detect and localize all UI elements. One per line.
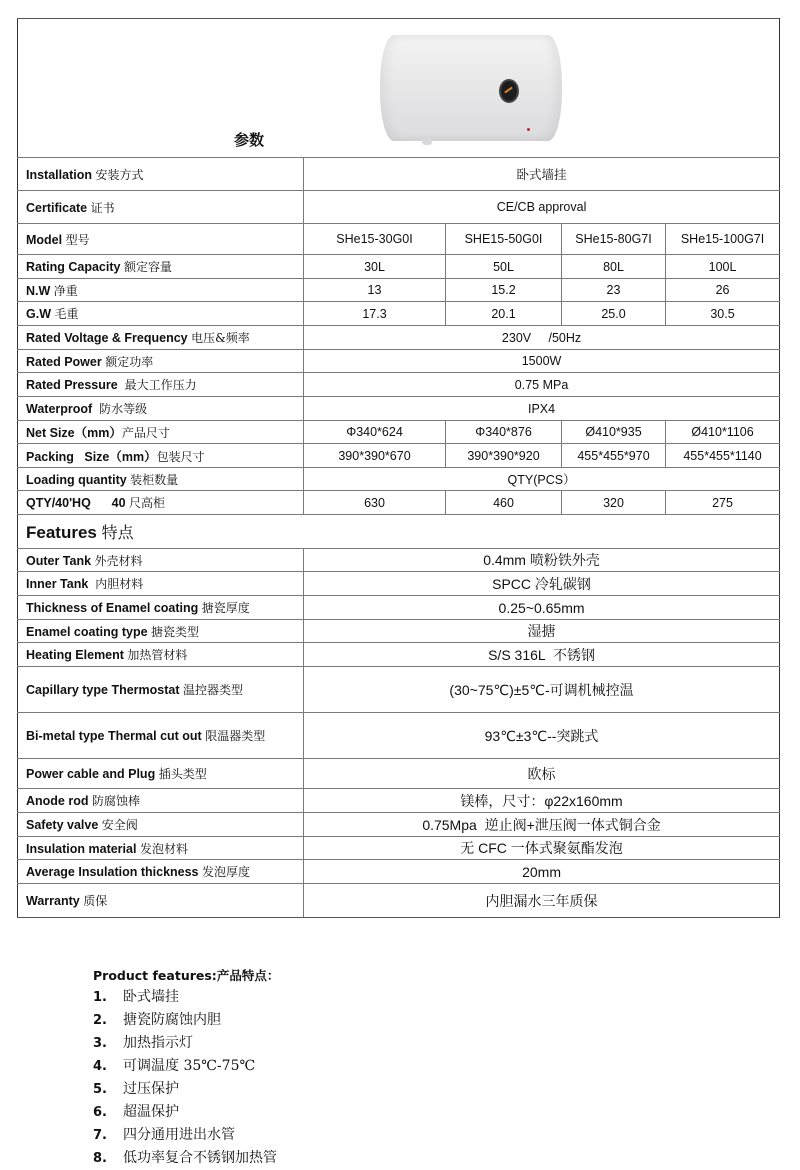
spec-cell: 455*455*970 [562,444,666,468]
heading-en: Product features: [93,968,217,983]
label-zh: 电压&频率 [191,331,250,345]
label-zh: 插头类型 [158,767,207,781]
feature-row-inner-tank [18,572,780,596]
water-heater-image [380,35,562,145]
feature-label [18,643,304,667]
label-en: Rated Pressure [26,378,122,392]
spec-label [18,191,304,224]
spec-label [18,397,304,421]
label-zh: 净重 [53,283,78,298]
label-en: Insulation material [26,841,137,856]
feature-row-power-cable [18,759,780,789]
feature-value: (30~75℃)±5℃-可调机械控温 [304,667,780,713]
spec-label [18,279,304,302]
spec-row-pressure [18,373,780,397]
list-item [93,1078,279,1101]
label-zh: 限温器类型 [205,729,266,743]
spec-cell: 17.3 [304,302,446,326]
product-features-list [93,966,279,1170]
label-zh: 温控器类型 [183,683,244,697]
label-en: Anode rod [26,794,89,808]
label-en: Packing Size（mm） [26,449,157,464]
feature-label [18,789,304,813]
label-en: Capillary type Thermostat [26,683,180,697]
spec-row-capacity [18,255,780,279]
spec-row-waterproof [18,397,780,421]
spec-cell: 23 [562,279,666,302]
feature-row-heating-element [18,643,780,667]
item-text: 卧式墙挂 [123,989,179,1005]
spec-cell: 15.2 [446,279,562,302]
features-heading [18,515,780,549]
spec-row-model [18,224,780,255]
spec-cell: 460 [446,491,562,515]
spec-sheet [17,18,779,918]
feature-row-thermal-cutout [18,713,780,759]
spec-row-certificate [18,191,780,224]
feature-value: 无 CFC 一体式聚氨酯发泡 [304,837,780,860]
label-zh: 内胆材料 [95,577,144,591]
spec-row-loading-quantity [18,468,780,491]
feature-label [18,713,304,759]
label-zh: 安全阀 [101,818,138,832]
heading-zh: 产品特点： [216,968,280,983]
label-en: Warranty [26,894,80,908]
label-zh: 额定功率 [105,354,154,369]
label-zh: 外壳材料 [94,553,143,568]
feature-value: 0.25~0.65mm [304,596,780,620]
thermostat-dial-icon [499,79,519,103]
spec-label [18,350,304,373]
feature-label [18,837,304,860]
spec-label [18,373,304,397]
label-en: Loading quantity [26,472,127,487]
label-en: Rated Voltage & Frequency [26,331,188,345]
label-en: Net Size（mm） [26,426,122,440]
feature-row-thermostat [18,667,780,713]
label-zh: 发泡材料 [139,841,188,856]
feature-row-enamel-type [18,620,780,643]
feature-label [18,813,304,837]
feature-value: 镁棒，尺寸：φ22x160mm [304,789,780,813]
spec-value: CE/CB approval [304,191,780,224]
label-zh: 产品尺寸 [121,426,170,440]
feature-row-insulation-thickness [18,860,780,884]
item-text: 四分通用进出水管 [123,1127,235,1143]
model-cell: SHe15-100G7I [666,224,780,255]
spec-cell: 20.1 [446,302,562,326]
spec-value: 0.75 MPa [304,373,780,397]
feature-label [18,759,304,789]
label-en: Installation [26,167,92,182]
spec-label [18,491,304,515]
page-title: 参数 [234,131,265,149]
label-zh: 装柜数量 [130,472,179,487]
spec-cell: 30.5 [666,302,780,326]
spec-row-power [18,350,780,373]
list-item [93,1009,279,1032]
spec-cell: 455*455*1140 [666,444,780,468]
feature-value: 20mm [304,860,780,884]
label-zh: 包装尺寸 [156,449,205,464]
spec-row-voltage [18,326,780,350]
list-item [93,1101,279,1124]
spec-label [18,158,304,191]
features-title-en: Features [26,523,97,542]
spec-row-qty-40hq [18,491,780,515]
label-zh: 型号 [65,232,90,247]
label-en: Heating Element [26,648,124,662]
label-en: Waterproof [26,402,96,416]
features-title-row [18,515,780,549]
label-en: Outer Tank [26,553,92,568]
spec-cell: 30L [304,255,446,279]
label-zh: 发泡厚度 [202,865,251,879]
feature-label [18,549,304,572]
item-number: 2. [93,1013,107,1028]
spec-cell: 26 [666,279,780,302]
label-en: Inner Tank [26,577,92,591]
feature-value: 0.75Mpa 逆止阀+泄压阀一体式铜合金 [304,813,780,837]
spec-cell: 390*390*670 [304,444,446,468]
model-cell: SHe15-30G0I [304,224,446,255]
spec-cell: 630 [304,491,446,515]
spec-cell: 80L [562,255,666,279]
spec-value: 1500W [304,350,780,373]
label-en: Certificate [26,200,88,215]
list-item [93,986,279,1009]
spec-row-gross-weight [18,302,780,326]
feature-value: 内胆漏水三年质保 [304,884,780,918]
spec-label [18,302,304,326]
features-title-zh: 特点 [101,523,134,542]
item-number: 6. [93,1105,107,1120]
item-number: 1. [93,990,107,1005]
label-zh: 证书 [90,200,115,215]
spec-value: 卧式墙挂 [304,158,780,191]
item-number: 8. [93,1151,107,1166]
item-number: 7. [93,1128,107,1143]
label-en: Average Insulation thickness [26,865,199,879]
item-text: 低功率复合不锈钢加热管 [123,1150,277,1166]
spec-table [17,18,780,918]
label-en: Bi-metal type Thermal cut out [26,729,202,743]
label-zh: 质保 [83,894,108,908]
product-features-heading [93,966,279,984]
spec-cell: Φ340*624 [304,421,446,444]
label-en: QTY/40'HQ 40 [26,496,126,510]
spec-label [18,421,304,444]
spec-cell: 390*390*920 [446,444,562,468]
spec-row-installation [18,158,780,191]
feature-label [18,572,304,596]
feature-value: SPCC 冷轧碳钢 [304,572,780,596]
item-number: 4. [93,1059,107,1074]
spec-cell: 25.0 [562,302,666,326]
item-text: 搪瓷防腐蚀内胆 [123,1012,221,1028]
label-zh: 安装方式 [95,167,144,182]
feature-label [18,620,304,643]
label-zh: 搪瓷厚度 [201,601,250,615]
label-en: G.W [26,307,51,321]
model-cell: SHE15-50G0I [446,224,562,255]
item-text: 可调温度 35℃-75℃ [123,1058,256,1074]
label-en: Model [26,232,63,247]
feature-value: 93℃±3℃--突跳式 [304,713,780,759]
feature-value: S/S 316L 不锈钢 [304,643,780,667]
spec-label [18,255,304,279]
label-zh: 防腐蚀棒 [91,794,140,808]
pipe-icon [422,139,432,145]
item-number: 3. [93,1036,107,1051]
feature-row-safety-valve [18,813,780,837]
label-zh: 尺高柜 [129,496,166,510]
spec-value: QTY(PCS） [304,468,780,491]
model-cell: SHe15-80G7I [562,224,666,255]
spec-cell: 275 [666,491,780,515]
label-en: Power cable and Plug [26,767,156,781]
list-item [93,1124,279,1147]
feature-value: 0.4mm 喷粉铁外壳 [304,549,780,572]
tank-body [380,35,562,141]
feature-label [18,860,304,884]
item-text: 过压保护 [123,1081,179,1097]
item-text: 超温保护 [123,1104,179,1120]
item-text: 加热指示灯 [123,1035,193,1051]
label-zh: 搪瓷类型 [151,624,200,639]
spec-cell: 50L [446,255,562,279]
feature-value: 湿搪 [304,620,780,643]
label-zh: 额定容量 [123,260,172,274]
spec-value: 230V /50Hz [304,326,780,350]
spec-cell: 320 [562,491,666,515]
label-en: N.W [26,283,51,298]
feature-row-insulation-material [18,837,780,860]
label-en: Rated Power [26,354,102,369]
label-en: Enamel coating type [26,624,148,639]
label-en: Thickness of Enamel coating [26,601,199,615]
spec-label [18,326,304,350]
label-zh: 毛重 [54,307,79,321]
feature-row-enamel-thickness [18,596,780,620]
spec-label [18,444,304,468]
label-zh: 最大工作压力 [124,378,197,392]
feature-label [18,667,304,713]
list-item [93,1055,279,1078]
spec-cell: 13 [304,279,446,302]
feature-row-outer-tank [18,549,780,572]
spec-cell: Φ340*876 [446,421,562,444]
feature-row-anode-rod [18,789,780,813]
label-zh: 加热管材料 [127,648,188,662]
spec-value: IPX4 [304,397,780,421]
label-en: Rating Capacity [26,260,121,274]
feature-label [18,884,304,918]
spec-cell: 100L [666,255,780,279]
feature-row-warranty [18,884,780,918]
spec-label [18,468,304,491]
spec-row-net-weight [18,279,780,302]
item-number: 5. [93,1082,107,1097]
label-zh: 防水等级 [99,402,148,416]
spec-label [18,224,304,255]
spec-row-packing-size [18,444,780,468]
indicator-light-icon [527,128,530,131]
feature-label [18,596,304,620]
list-item [93,1032,279,1055]
header-row [18,19,780,158]
spec-cell: Ø410*935 [562,421,666,444]
feature-value: 欧标 [304,759,780,789]
label-en: Safety valve [26,818,99,832]
spec-cell: Ø410*1106 [666,421,780,444]
spec-row-net-size [18,421,780,444]
